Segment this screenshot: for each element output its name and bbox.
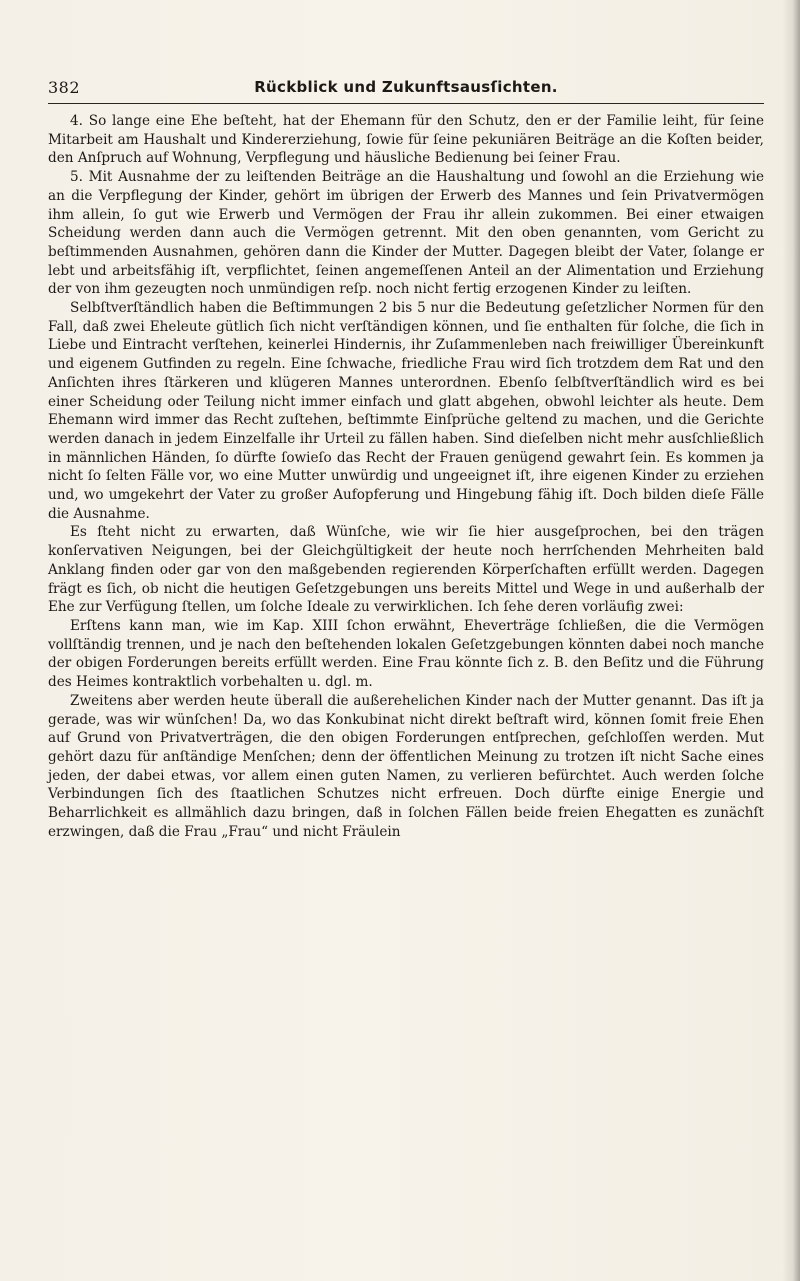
paragraph-5: 5. Mit Ausnahme der zu leiſtenden Beiträge an die Haushaltung und ſowohl an die Erziehung wie an die Verpflegung der Kinder, gehört im übrigen der Erwerb des Mannes und ſein Privatvermögen ihm allein, ſo gut wie Erwerb und Vermögen der Frau ihr allein zukommen. Bei einer etwaigen Scheidung werden dann auch die Vermögen getrennt. Mit den oben genannten, vom Gericht zu beſtimmenden Ausnahmen, gehören dann die Kinder der Mutter. Dagegen bleibt der Vater, ſolange er lebt und arbeitsfähig iſt, verpflichtet, ſeinen angemeſſenen Anteil an der Alimentation und Erziehung der von ihm gezeugten noch unmündigen reſp. noch nicht fertig erzogenen Kinder zu leiſten. [48,169,764,298]
paragraph-4: 4. So lange eine Ehe beſteht, hat der Ehemann für den Schutz, den er der Familie leiht, für ſeine Mitarbeit am Haushalt und Kindererziehung, ſowie für ſeine pekuniären Beiträge an die Koſten beider, den Anſpruch auf Wohnung, Verpflegung und häusliche Bedienung bei ſeiner Frau. [48,113,764,167]
running-title: Rückblick und Zukunftsausſichten. [254,78,558,96]
paragraph-second-way: Zweitens aber werden heute überall die außerehelichen Kinder nach der Mutter genannt. Das iſt ja gerade, was wir wünſchen! Da, wo das Konkubinat nicht direkt beſtraft wird, können ſomit freie Ehen auf Grund von Privatverträgen, die den obigen Forderungen entſprechen, geſchloſſen werden. Mut gehört dazu für anſtändige Menſchen; denn der öffentlichen Meinung zu trotzen iſt nicht Sache eines jeden, der dabei etwas, vor allem einen guten Namen, zu verlieren befürchtet. Auch werden ſolche Verbindungen ſich des ſtaatlichen Schutzes nicht erfreuen. Doch dürfte einige Energie und Beharrlichkeit es allmählich dazu bringen, daß in ſolchen Fällen beide freien Ehegatten es zunächſt erzwingen, daß die Frau „Frau“ und nicht Fräulein [48,692,764,840]
paragraph-commentary: Selbſtverſtändlich haben die Beſtimmungen 2 bis 5 nur die Bedeutung geſetzlicher Normen für den Fall, daß zwei Eheleute gütlich ſich nicht verſtändigen können, und ſie enthalten für ſolche, die ſich in Liebe und Eintracht verſtehen, keinerlei Hindernis, ihr Zuſammenleben nach freiwilliger Übereinkunft und eigenem Gutfinden zu regeln. Eine ſchwache, friedliche Frau wird ſich trotzdem dem Rat und den Anſichten ihres ſtärkeren und klügeren Mannes unterordnen. Ebenſo ſelbſtverſtändlich wird es bei einer Scheidung oder Teilung nicht immer einfach und glatt abgehen, obwohl leichter als heute. Dem Ehemann wird immer das Recht zuſtehen, beſtimmte Einſprüche geltend zu machen, und die Gerichte werden danach in jedem Einzelfalle ihr Urteil zu fällen haben. Sind dieſelben nicht mehr ausſchließlich in männlichen Händen, ſo dürfte ſowieſo das Recht der Frauen genügend gewahrt ſein. Es kommen ja nicht ſo ſelten Fälle vor, wo eine Mutter unwürdig und ungeeignet iſt, ihre eigenen Kinder zu erziehen und, wo umgekehrt der Vater zu großer Aufopferung und Hingebung fähig iſt. Doch bilden dieſe Fälle die Ausnahme. [48,300,764,522]
body-text [48,112,764,841]
page-number: 382 [48,78,81,97]
page-header [48,78,764,100]
header-rule [48,103,764,104]
paragraph-first-way: Erſtens kann man, wie im Kap. XIII ſchon erwähnt, Eheverträge ſchließen, die die Vermögen vollſtändig trennen, und je nach den beſtehenden lokalen Geſetzgebungen könnten dabei noch manche der obigen Forderungen bereits erfüllt werden. Eine Frau könnte ſich z. B. den Beſitz und die Führung des Heimes kontraktlich vorbehalten u. dgl. m. [48,617,764,691]
page-edge-shadow [782,0,800,1281]
paragraph-expectation: Es ſteht nicht zu erwarten, daß Wünſche, wie wir ſie hier ausgeſprochen, bei den trägen konſervativen Neigungen, bei der Gleichgültigkeit der heute noch herrſchenden Mehrheiten bald Anklang finden oder gar von den maßgebenden regierenden Körperſchaften erfüllt werden. Dagegen frägt es ſich, ob nicht die heutigen Geſetzgebungen uns bereits Mittel und Wege in und außerhalb der Ehe zur Verfügung ſtellen, um ſolche Ideale zu verwirklichen. Ich ſehe deren vorläufig zwei: [48,524,764,616]
